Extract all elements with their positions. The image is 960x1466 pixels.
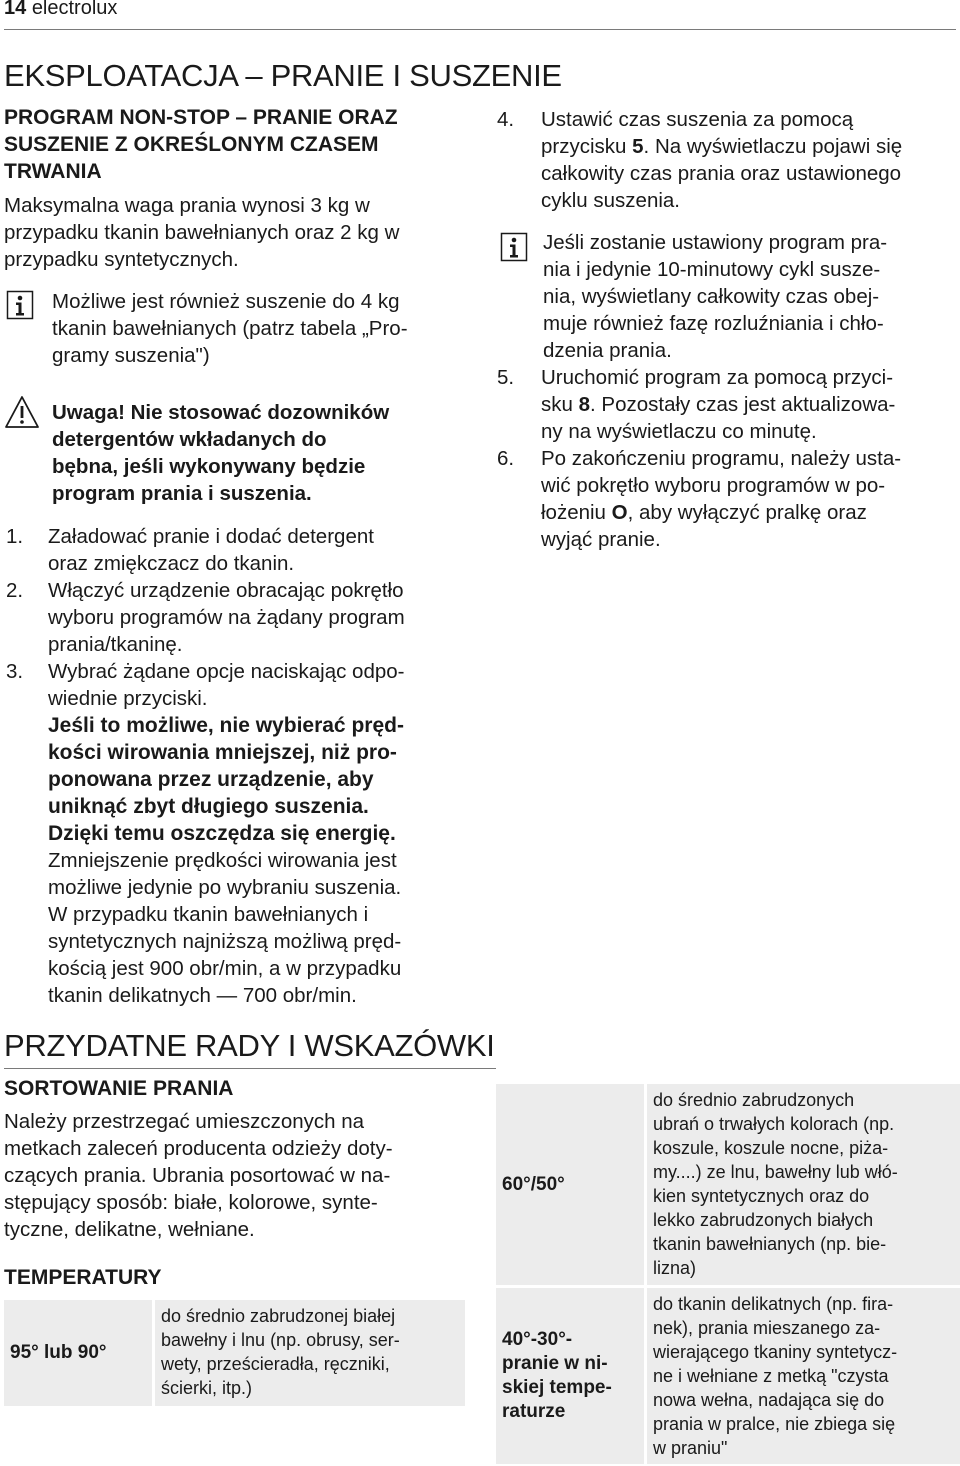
step-4: Ustawić czas suszenia za pomocą przycisku 5. Na wyświetlaczu pojawi się całkowity czas prania oraz ustawionego cyklu suszenia. <box>541 108 903 212</box>
section-divider <box>4 1068 496 1069</box>
page-header <box>4 0 117 20</box>
info-icon <box>500 232 528 267</box>
table-cell-desc: do średnio zabrudzonej białej bawełny i lnu (np. obrusy, ser- wety, prześcieradła, ręczniki, ścierki, itp.) <box>155 1300 465 1406</box>
step-5: Uruchomić program za pomocą przyci- sku 8. Pozostały czas jest aktualizowa- ny na wyświetlaczu co minutę. <box>541 366 896 443</box>
step-3-spin-details: Zmniejszenie prędkości wirowania jest możliwe jedynie po wybraniu suszenia. W przypadku tkanin bawełnianych i syntetycznych najniższą możliwą pręd- kością jest 900 obr/min, a w przypadku tkanin delikatnych — 700 obr/min. <box>48 849 402 1007</box>
step-number-1: 1. <box>6 525 24 548</box>
brand-name: electrolux <box>31 0 118 19</box>
step-number-3: 3. <box>6 660 24 683</box>
table-cell-temp: 40°-30°- pranie w ni- skiej tempe- raturze <box>496 1288 644 1464</box>
info-icon <box>6 290 34 325</box>
subheading-non-stop: PROGRAM NON-STOP – PRANIE ORAZ SUSZENIE Z OKREŚLONYM CZASEM TRWANIA <box>4 106 398 183</box>
table-cell-desc: do tkanin delikatnych (np. fira- nek), prania mieszanego za- wierającego tkaniny syntetycz- ne i wełniane z metką "czysta nowa wełna, nadająca się do prania w pralce, nie zbiega się w praniu" <box>647 1288 960 1464</box>
header-divider <box>4 29 956 30</box>
table-cell-temp: 60°/50° <box>496 1084 644 1285</box>
table-cell-desc: do średnio zabrudzonych ubrań o trwałych kolorach (np. koszule, koszule nocne, piża- my....) ze lnu, bawełny lub włó- kien syntetycznych oraz do lekko zabrudzonych białych tkanin bawełnianych (np. bie- lizna) <box>647 1084 960 1285</box>
step-number-4: 4. <box>497 108 515 131</box>
step-number-2: 2. <box>6 579 24 602</box>
step-2: Włączyć urządzenie obracając pokrętło wyboru programów na żądany program prania/tkaninę. <box>48 579 405 656</box>
step-3: Wybrać żądane opcje naciskając odpo- wiednie przyciski. <box>48 660 405 710</box>
subheading-sorting: SORTOWANIE PRANIA <box>4 1077 234 1100</box>
warning-text: Uwaga! Nie stosować dozowników detergentów wkładanych do bębna, jeśli wykonywany będzie program prania i suszenia. <box>52 401 390 505</box>
step-1: Załadować pranie i dodać detergent oraz zmiękczacz do tkanin. <box>48 525 374 575</box>
info-note-total-time: Jeśli zostanie ustawiony program pra- nia i jedynie 10-minutowy cykl susze- nia, wyświetlany całkowity czas obej- muje również fazę rozluźniania i chło- dzenia prania. <box>543 231 888 362</box>
section-title-tips: PRZYDATNE RADY I WSKAZÓWKI <box>4 1028 495 1063</box>
step-3-spin-note: Jeśli to możliwe, nie wybierać pręd- kości wirowania mniejszej, niż pro- ponowana przez urządzenie, aby uniknąć zbyt długiego suszenia. Dzięki temu oszczędza się energię. <box>48 714 404 845</box>
intro-text: Maksymalna waga prania wynosi 3 kg w przypadku tkanin bawełnianych oraz 2 kg w przypadku syntetycznych. <box>4 194 400 271</box>
step-number-6: 6. <box>497 447 515 470</box>
page-number: 14 <box>4 0 27 19</box>
sorting-text: Należy przestrzegać umieszczonych na metkach zaleceń producenta odzieży doty- czących prania. Ubrania posortować w na- stępujący sposób: białe, kolorowe, synte- tyczne, delikatne, wełniane. <box>4 1110 393 1241</box>
table-cell-temp: 95° lub 90° <box>4 1300 152 1406</box>
warning-icon <box>4 395 40 434</box>
step-6: Po zakończeniu programu, należy usta- wić pokrętło wyboru programów w po- łożeniu O, aby wyłączyć pralkę oraz wyjąć pranie. <box>541 447 902 551</box>
step-number-5: 5. <box>497 366 515 389</box>
info-note-drying: Możliwe jest również suszenie do 4 kg tkanin bawełnianych (patrz tabela „Pro- gramy suszenia") <box>52 290 408 367</box>
section-title-operation: EKSPLOATACJA – PRANIE I SUSZENIE <box>4 58 562 93</box>
subheading-temperatures: TEMPERATURY <box>4 1266 162 1289</box>
